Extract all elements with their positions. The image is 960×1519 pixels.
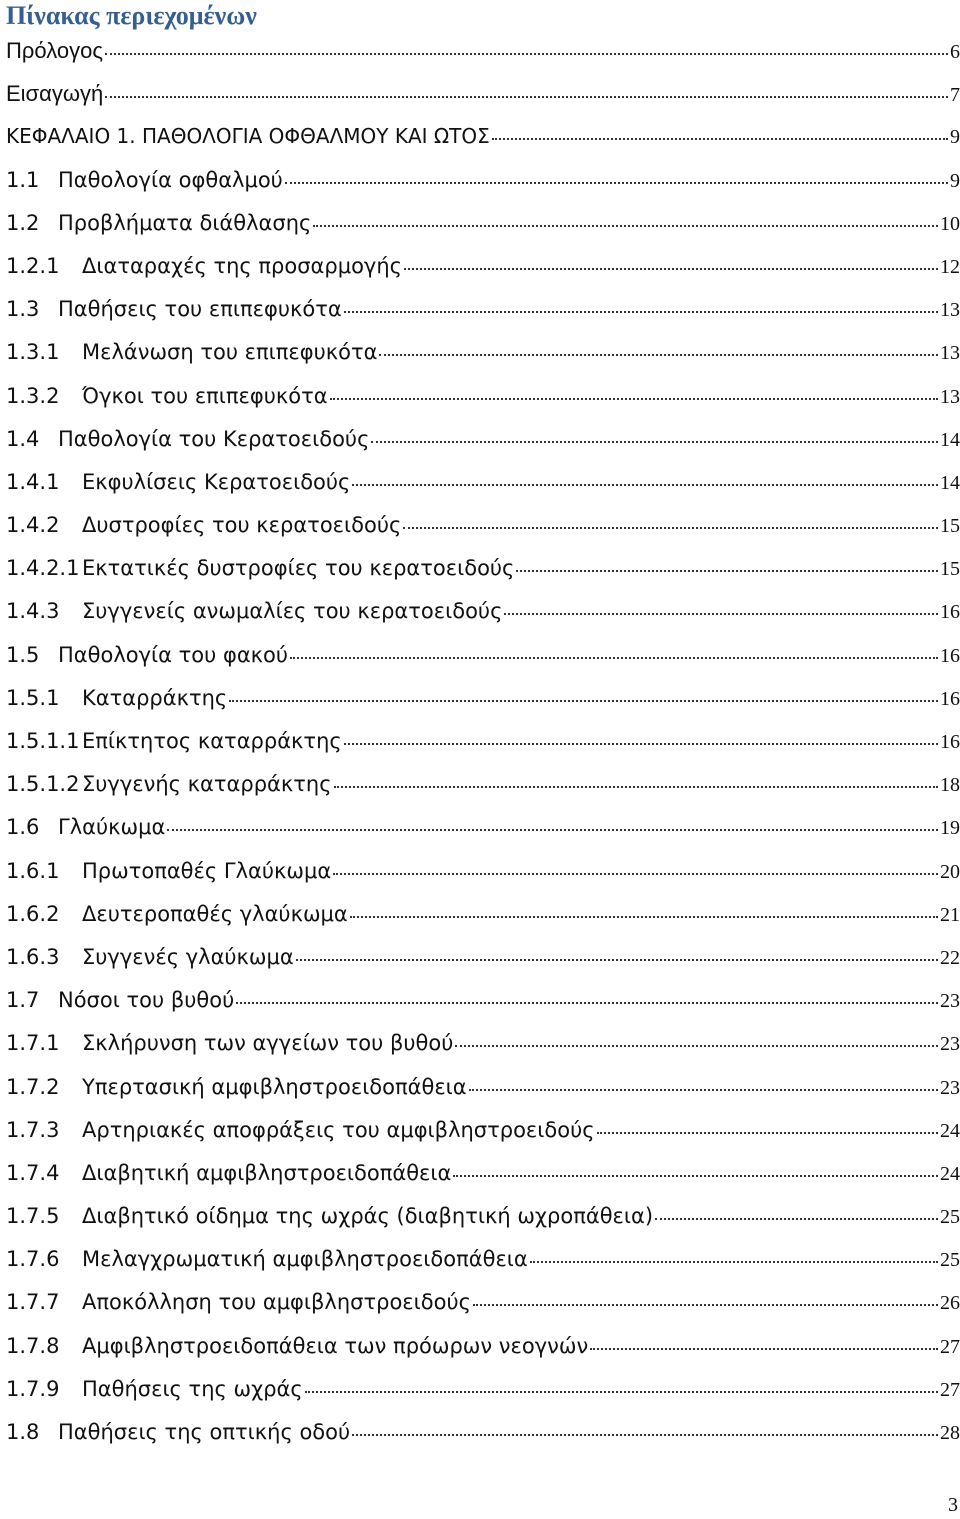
toc-entry-page: 21: [940, 903, 960, 926]
dot-leader: [379, 353, 938, 356]
toc-entry-title: Παθήσεις του επιπεφυκότα: [58, 297, 342, 322]
toc-entry-number: 1.7.4: [6, 1160, 60, 1185]
toc-entry-number: 1.6.2: [6, 901, 60, 926]
toc-entry[interactable]: [6, 590, 960, 633]
toc-entry[interactable]: [6, 418, 960, 461]
toc-entry-title: Διαταραχές της προσαρμογής: [82, 253, 402, 278]
dot-leader: [516, 569, 938, 572]
toc-entry-page: 10: [940, 212, 960, 235]
dot-leader: [455, 1044, 938, 1047]
toc-entry-title: Διαβητικό οίδημα της ωχράς (διαβητική ωχροπάθεια): [82, 1204, 654, 1229]
toc-entry-page: 23: [940, 1076, 960, 1099]
toc-entry-title: Παθολογία οφθαλμού: [58, 167, 283, 192]
toc-entry-page: 14: [940, 428, 960, 451]
toc-entry-number: 1.3.2: [6, 383, 60, 408]
dot-leader: [655, 1217, 938, 1220]
dot-leader: [352, 483, 938, 486]
toc-entry[interactable]: [6, 331, 960, 374]
toc-entry-title: Αποκόλληση του αμφιβληστροειδούς: [82, 1290, 471, 1315]
toc-entry[interactable]: [6, 936, 960, 979]
dot-leader: [167, 828, 938, 831]
toc-entry-page: 23: [940, 990, 960, 1013]
toc-entry-page: 27: [940, 1378, 960, 1401]
toc-entry[interactable]: [6, 288, 960, 331]
dot-leader: [296, 958, 938, 961]
dot-leader: [352, 1433, 938, 1436]
toc-entry-number: 1.2: [6, 210, 40, 235]
toc-entry-title: Εκφυλίσεις Κερατοειδούς: [82, 469, 351, 494]
toc-entry-page: 28: [940, 1422, 960, 1444]
toc-entry-title: Αμφιβληστροειδοπάθεια των πρόωρων νεογνών: [82, 1333, 589, 1358]
toc-entry-page: 23: [940, 1033, 960, 1056]
dot-leader: [290, 656, 938, 659]
toc-entry-title: Προβλήματα διάθλασης: [58, 210, 312, 235]
toc-entry-title: Συγγενής καταρράκτης: [82, 772, 332, 797]
toc-entry-number: 1.7: [6, 988, 40, 1013]
toc-entry[interactable]: [6, 159, 960, 202]
toc-entry[interactable]: [6, 1281, 960, 1324]
toc-entry-title: Όγκοι του επιπεφυκότα: [82, 383, 328, 408]
dot-leader: [330, 397, 938, 400]
dot-leader: [403, 526, 938, 529]
toc-entry-title: Συγγενείς ανωμαλίες του κερατοειδούς: [82, 599, 503, 624]
toc-entry-number: 1.4.2: [6, 513, 60, 538]
toc-heading: Πίνακας περιεχομένων: [6, 1, 257, 30]
toc-entry-page: 16: [940, 731, 960, 753]
toc-entry-page: 13: [940, 342, 960, 365]
toc-entry-title: Μελαγχρωματική αμφιβληστροειδοπάθεια: [82, 1247, 528, 1272]
dot-leader: [590, 1347, 938, 1350]
toc-entry-number: 1.4.2.1: [6, 556, 80, 581]
toc-entry-title: Νόσοι του βυθού: [58, 988, 235, 1013]
dot-leader: [105, 95, 948, 98]
toc-entry-number: 1.4.3: [6, 599, 60, 624]
toc-entry[interactable]: [6, 1109, 960, 1152]
toc-entry-title: Παθήσεις της οπτικής οδού: [58, 1420, 351, 1444]
dot-leader: [344, 310, 938, 313]
toc-entry-number: 1.6: [6, 815, 40, 840]
toc-entry-number: 1.8: [6, 1420, 40, 1444]
toc-entry-number: 1.3.1: [6, 340, 60, 365]
toc-entry[interactable]: [6, 677, 960, 720]
toc-entry-number: 1.7.9: [6, 1376, 60, 1401]
toc-entry[interactable]: [6, 1411, 960, 1454]
toc-entry-title: Παθολογία του Κερατοειδούς: [58, 426, 370, 451]
toc-entry-title: ΚΕΦΑΛΑΙΟ 1. ΠΑΘΟΛΟΓΙΑ ΟΦΘΑΛΜΟΥ ΚΑΙ ΩΤΟΣ: [6, 124, 490, 149]
toc-entry-number: 1.4: [6, 426, 40, 451]
toc-entry[interactable]: [6, 1152, 960, 1195]
toc-entry[interactable]: [6, 1238, 960, 1281]
toc-entry-page: 16: [940, 644, 960, 667]
toc-entry-number: 1.7.2: [6, 1074, 60, 1099]
toc-entry[interactable]: [6, 245, 960, 288]
toc-entry-title: Υπερτασική αμφιβληστροειδοπάθεια: [82, 1074, 467, 1099]
dot-leader: [305, 1390, 938, 1393]
toc-entry-page: 15: [940, 558, 960, 581]
toc-entry[interactable]: [6, 29, 960, 72]
toc-entry-number: 1.1: [6, 167, 40, 192]
dot-leader: [504, 612, 938, 615]
toc-entry-title: Δυστροφίες του κερατοειδούς: [82, 513, 402, 538]
toc-entry-number: 1.7.6: [6, 1247, 60, 1272]
toc-entry-number: 1.5: [6, 642, 40, 667]
dot-leader: [597, 1131, 938, 1134]
toc-entry[interactable]: [6, 1368, 960, 1411]
toc-entry[interactable]: [6, 461, 960, 504]
dot-leader: [285, 181, 948, 184]
toc-entry[interactable]: [6, 115, 960, 158]
toc-entry-title: Μελάνωση του επιπεφυκότα: [82, 340, 378, 365]
toc-entry[interactable]: [6, 806, 960, 849]
toc-entry-page: 19: [940, 817, 960, 840]
toc-entry[interactable]: [6, 979, 960, 1022]
toc-entry-title: Επίκτητος καταρράκτης: [82, 729, 342, 753]
toc-entry-title: Πρόλογος: [6, 38, 103, 63]
toc-entry-page: 7: [950, 84, 960, 107]
toc-entry-number: 1.4.1: [6, 469, 60, 494]
toc-entry[interactable]: [6, 72, 960, 115]
dot-leader: [469, 1088, 938, 1091]
toc-entry[interactable]: [6, 893, 960, 936]
dot-leader: [492, 137, 948, 140]
toc-entry-page: 27: [940, 1335, 960, 1358]
toc-entry-page: 25: [940, 1206, 960, 1229]
dot-leader: [530, 1260, 938, 1263]
toc-entry-number: 1.5.1.2: [6, 772, 80, 797]
toc-entry[interactable]: [6, 504, 960, 547]
toc-entry[interactable]: [6, 763, 960, 806]
toc-entry-number: 1.7.3: [6, 1117, 60, 1142]
toc-entry-title: Συγγενές γλαύκωμα: [82, 944, 294, 969]
toc-entry-page: 13: [940, 299, 960, 322]
dot-leader: [404, 267, 938, 270]
toc-entry-page: 24: [940, 1119, 960, 1142]
toc-entry-number: 1.7.7: [6, 1290, 60, 1315]
toc-entry-number: 1.3: [6, 297, 40, 322]
toc-entry-number: 1.7.8: [6, 1333, 60, 1358]
dot-leader: [453, 1174, 938, 1177]
toc-entry-title: Παθήσεις της ωχράς: [82, 1376, 303, 1401]
toc-entry-title: Διαβητική αμφιβληστροειδοπάθεια: [82, 1160, 452, 1185]
toc-entry-number: 1.5.1.1: [6, 729, 80, 753]
dot-leader: [105, 52, 948, 55]
toc-entry[interactable]: [6, 1066, 960, 1109]
toc-entry-page: 16: [940, 601, 960, 624]
toc-entry-page: 13: [940, 385, 960, 408]
dot-leader: [334, 785, 938, 788]
toc-entry-title: Εκτατικές δυστροφίες του κερατοειδούς: [82, 556, 515, 581]
toc-entry-page: 12: [940, 255, 960, 278]
toc-entry-page: 16: [940, 687, 960, 710]
toc-entry-title: Καταρράκτης: [82, 685, 228, 710]
page-number: 3: [948, 1494, 958, 1516]
toc-entry-number: 1.6.3: [6, 944, 60, 969]
toc-entry-title: Αρτηριακές αποφράξεις του αμφιβληστροειδούς: [82, 1117, 595, 1142]
toc-entry-title: Γλαύκωμα: [58, 815, 166, 840]
toc-entry-page: 15: [940, 515, 960, 538]
dot-leader: [473, 1303, 938, 1306]
toc-entry-page: 6: [950, 41, 960, 63]
toc-entry-number: 1.5.1: [6, 685, 60, 710]
toc-entry-title: Παθολογία του φακού: [58, 642, 289, 667]
toc-entry[interactable]: [6, 850, 960, 893]
toc-entry-page: 18: [940, 774, 960, 797]
dot-leader: [371, 440, 938, 443]
toc-entry[interactable]: [6, 1325, 960, 1368]
toc-list: [6, 29, 960, 1454]
toc-entry[interactable]: [6, 720, 960, 763]
toc-entry-number: 1.6.1: [6, 858, 60, 883]
toc-entry-page: 25: [940, 1249, 960, 1272]
toc-entry-number: 1.7.1: [6, 1031, 60, 1056]
toc-entry-page: 9: [950, 169, 960, 192]
toc-entry-page: 14: [940, 471, 960, 494]
toc-entry-page: 20: [940, 860, 960, 883]
toc-entry[interactable]: [6, 1195, 960, 1238]
toc-entry-number: 1.7.5: [6, 1204, 60, 1229]
toc-entry-title: Πρωτοπαθές Γλαύκωμα: [82, 858, 332, 883]
toc-entry-number: 1.2.1: [6, 253, 60, 278]
dot-leader: [333, 872, 938, 875]
dot-leader: [344, 742, 938, 745]
toc-entry-title: Εισαγωγή: [6, 81, 104, 107]
toc-entry[interactable]: [6, 547, 960, 590]
toc-entry-page: 9: [950, 126, 960, 149]
dot-leader: [350, 915, 938, 918]
toc-entry[interactable]: [6, 202, 960, 245]
toc-entry[interactable]: [6, 634, 960, 677]
dot-leader: [229, 699, 938, 702]
toc-entry[interactable]: [6, 1022, 960, 1065]
toc-entry[interactable]: [6, 375, 960, 418]
toc-entry-page: 22: [940, 946, 960, 969]
toc-entry-page: 24: [940, 1162, 960, 1185]
toc-entry-title: Δευτεροπαθές γλαύκωμα: [82, 901, 348, 926]
dot-leader: [313, 224, 938, 227]
toc-entry-page: 26: [940, 1292, 960, 1315]
toc-entry-title: Σκλήρυνση των αγγείων του βυθού: [82, 1031, 454, 1056]
dot-leader: [236, 1001, 938, 1004]
